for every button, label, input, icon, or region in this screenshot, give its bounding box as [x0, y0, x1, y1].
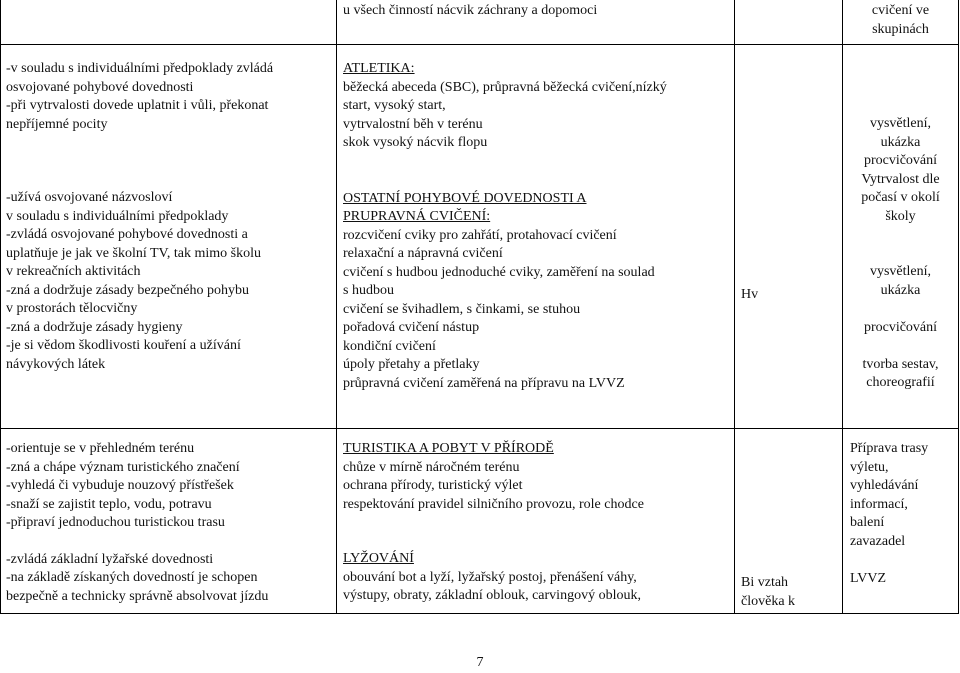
outcomes-block — [6, 189, 334, 374]
outcome-line: -orientuje se v přehledném terénu — [6, 441, 195, 456]
method-line: procvičování — [863, 319, 938, 335]
method-line — [843, 337, 958, 356]
method-line: LVVZ — [850, 570, 887, 586]
section-heading: ATLETIKA: — [343, 61, 415, 76]
content-line: vytrvalostní běh v terénu — [343, 116, 483, 132]
outcome-line: -zná a dodržuje zásady bezpečného pohybu — [6, 282, 249, 298]
outcome-line: osvojované pohybové dovednosti — [6, 79, 194, 95]
outcomes-block — [6, 60, 334, 134]
crosscut-cell-athletics — [741, 286, 841, 305]
outcome-line: návykových látek — [6, 356, 106, 372]
column-divider — [336, 0, 337, 614]
outcome-line: -v souladu s individuálními předpoklady zvládá — [6, 61, 274, 76]
crosscut-subject: člověka k — [741, 593, 796, 609]
content-line: respektování pravidel silničního provozu, role chodce — [343, 496, 644, 512]
outcome-line: v rekreačních aktivitách — [6, 264, 141, 279]
outcomes-block — [6, 440, 334, 533]
method-line: vysvětlení, — [869, 264, 932, 279]
outcomes-cell-athletics — [6, 60, 334, 374]
activities-cell-top — [343, 2, 733, 21]
crosscut-subject: Hv — [741, 287, 759, 302]
outcome-line: -zvládá základní lyžařské dovednosti — [6, 551, 214, 567]
content-line: cvičení se švihadlem, s činkami, se stuhou — [343, 301, 581, 317]
method-line: zavazadel — [850, 533, 906, 549]
outcome-line: -připraví jednoduchou turistickou trasu — [6, 515, 225, 530]
content-cell-athletics — [343, 60, 733, 393]
row-divider — [0, 428, 959, 429]
activity-line: u všech činností nácvik záchrany a dopomoci — [343, 3, 598, 18]
content-block — [343, 60, 733, 153]
outcome-line: -užívá osvojované názvosloví — [6, 190, 173, 205]
column-divider — [734, 0, 735, 614]
content-block — [343, 550, 733, 606]
methods-cell-athletics — [843, 115, 958, 393]
outcome-line: -na základě získaných dovedností je schopen — [6, 570, 258, 585]
table-border-right — [958, 0, 959, 614]
outcomes-block — [6, 551, 334, 607]
method-line: ukázka — [880, 282, 921, 298]
method-line: cvičení ve skupinách — [871, 3, 930, 37]
method-line: vyhledávání — [850, 478, 919, 493]
outcome-line: uplatňuje je jak ve školní TV, tak mimo školu — [6, 245, 261, 261]
method-line: počasí v okolí — [861, 190, 940, 205]
crosscut-cell-outdoors — [741, 574, 841, 611]
content-line: běžecká abeceda (SBC), průpravná běžecká cvičení,nízký — [343, 79, 667, 95]
row-divider — [0, 44, 959, 45]
method-line: školy — [885, 208, 916, 224]
method-line: Vytrvalost dle — [861, 171, 940, 187]
outcome-line: -zvládá osvojované pohybové dovednosti a — [6, 227, 248, 242]
method-line: ukázka — [880, 134, 921, 150]
content-block — [343, 190, 733, 394]
methods-cell-top — [843, 2, 958, 39]
outcomes-cell-outdoors — [6, 440, 334, 606]
section-heading: LYŽOVÁNÍ — [343, 551, 414, 566]
section-heading: OSTATNÍ POHYBOVÉ DOVEDNOSTI A — [343, 190, 587, 206]
content-line: rozcvičení cviky pro zahřátí, protahovací cvičení — [343, 227, 617, 243]
content-line: kondiční cvičení — [343, 338, 436, 354]
content-line: s hudbou — [343, 283, 394, 298]
table-border-bottom — [0, 613, 959, 614]
outcome-line: nepříjemné pocity — [6, 116, 108, 132]
method-line — [843, 245, 958, 264]
outcome-line: v prostorách tělocvičny — [6, 301, 138, 316]
outcome-line: bezpečně a technicky správně absolvovat jízdu — [6, 588, 269, 604]
outcome-line: v souladu s individuálními předpoklady — [6, 208, 229, 224]
method-line: Příprava trasy — [850, 441, 929, 456]
content-cell-outdoors — [343, 440, 733, 606]
method-line: balení — [850, 515, 885, 530]
methods-cell-outdoors — [850, 440, 958, 588]
method-line: výletu, — [850, 459, 889, 475]
outcome-line: -snaží se zajistit teplo, vodu, potravu — [6, 496, 212, 512]
content-line: obouvání bot a lyží, lyžařský postoj, přenášení váhy, — [343, 569, 637, 585]
method-line: procvičování — [863, 153, 938, 168]
content-block — [343, 440, 733, 514]
content-line: pořadová cvičení nástup — [343, 320, 480, 335]
outcome-line: -vyhledá či vybuduje nouzový přístřešek — [6, 478, 234, 493]
method-line: choreografií — [866, 375, 935, 390]
content-line: výstupy, obraty, základní oblouk, carvingový oblouk, — [343, 588, 641, 603]
outcome-line: -je si vědom škodlivosti kouření a užívání — [6, 338, 241, 353]
crosscut-subject: Bi vztah — [741, 575, 789, 590]
section-heading: TURISTIKA A POBYT V PŘÍRODĚ — [343, 441, 554, 456]
content-line: skok vysoký nácvik flopu — [343, 135, 488, 150]
method-line: informací, — [850, 496, 908, 512]
method-line: tvorba sestav, — [862, 356, 939, 372]
page-number: 7 — [476, 655, 484, 670]
method-line — [843, 226, 958, 245]
content-line: start, vysoký start, — [343, 98, 446, 113]
content-line: ochrana přírody, turistický výlet — [343, 478, 523, 493]
content-line: cvičení s hudbou jednoduché cviky, zaměření na soulad — [343, 264, 655, 280]
outcome-line: -zná a chápe význam turistického značení — [6, 459, 240, 475]
content-line: relaxační a nápravná cvičení — [343, 246, 503, 261]
method-line: vysvětlení, — [869, 116, 932, 131]
table-border-left — [0, 0, 1, 614]
outcome-line: -zná a dodržuje zásady hygieny — [6, 319, 183, 335]
outcome-line: -při vytrvalosti dovede uplatnit i vůli, překonat — [6, 98, 269, 113]
content-line: úpoly přetahy a přetlaky — [343, 357, 480, 372]
method-line — [843, 300, 958, 319]
section-heading: PRUPRAVNÁ CVIČENÍ: — [343, 209, 491, 224]
content-line: chůze v mírně náročném terénu — [343, 459, 520, 475]
content-line: průpravná cvičení zaměřená na přípravu na LVVZ — [343, 375, 625, 391]
method-line — [850, 551, 958, 570]
